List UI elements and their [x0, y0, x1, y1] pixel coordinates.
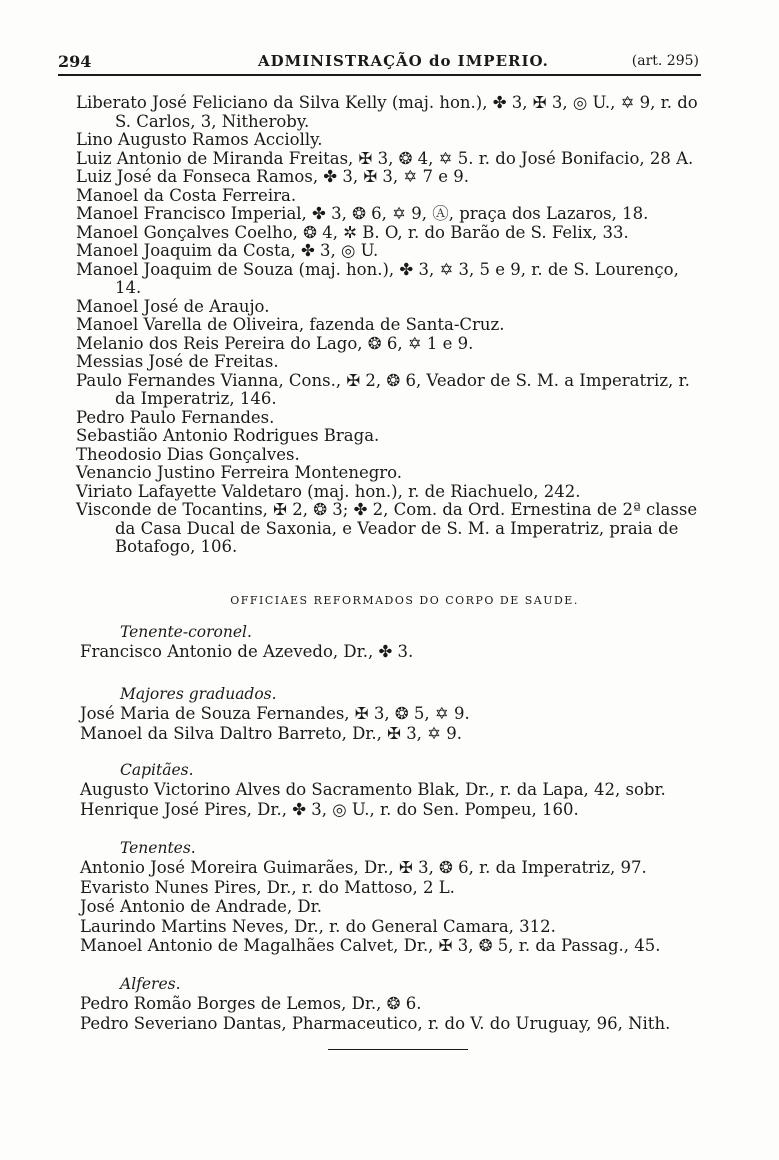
page-header: [58, 48, 701, 76]
list-item: José Maria de Souza Fernandes, ✠ 3, ❂ 5, ✡ 9.: [80, 704, 470, 723]
list-item: Augusto Victorino Alves do Sacramento Blak, Dr., r. da Lapa, 42, sobr.: [80, 780, 666, 799]
list-item: Theodosio Dias Gonçalves.: [76, 444, 300, 464]
rank-title: Tenentes.: [120, 839, 196, 857]
rank-title: Majores graduados.: [120, 685, 277, 703]
rank-title: Capitães.: [120, 761, 194, 779]
list-item: Luiz Antonio de Miranda Freitas, ✠ 3, ❂ 4, ✡ 5. r. do José Bonifacio, 28 A.: [76, 148, 694, 168]
list-item: Pedro Severiano Dantas, Pharmaceutico, r. do V. do Uruguay, 96, Nith.: [80, 1013, 671, 1033]
list-item: Sebastião Antonio Rodrigues Braga.: [76, 426, 380, 445]
list-item: Luiz José da Fonseca Ramos, ✤ 3, ✠ 3, ✡ 7 e 9.: [76, 167, 469, 186]
list-item: Lino Augusto Ramos Acciolly.: [76, 130, 323, 149]
list-item: Messias José de Freitas.: [76, 352, 279, 371]
list-item: Laurindo Martins Neves, Dr., r. do General Camara, 312.: [80, 916, 556, 936]
list-item: Manoel Varella de Oliveira, fazenda de Santa-Cruz.: [76, 315, 505, 334]
list-item: Liberato José Feliciano da Silva Kelly (maj. hon.), ✤ 3, ✠ 3, ◎ U., ✡ 9, r. do S. Carlos, 3, Nitheroby.: [76, 93, 698, 131]
list-item: Francisco Antonio de Azevedo, Dr., ✤ 3.: [80, 642, 414, 661]
list-item: Paulo Fernandes Vianna, Cons., ✠ 2, ❂ 6, Veador de S. M. a Imperatriz, r. da Imperatriz, 146.: [76, 370, 690, 408]
section-heading: OFFICIAES REFORMADOS DO CORPO DE SAUDE.: [230, 594, 579, 607]
list-item: Manoel Gonçalves Coelho, ❂ 4, ✲ B. O, r. do Barão de S. Felix, 33.: [76, 222, 629, 242]
page-number: 294: [58, 52, 92, 71]
rank-section-tenente-coronel: [80, 622, 710, 662]
rank-title: Tenente-coronel.: [120, 623, 252, 641]
list-item: Manoel José de Araujo.: [76, 296, 270, 316]
name-list: [76, 94, 702, 557]
rank-section-tenentes: [80, 838, 710, 956]
list-item: Henrique José Pires, Dr., ✤ 3, ◎ U., r. do Sen. Pompeu, 160.: [80, 799, 579, 819]
list-item: Manoel da Silva Daltro Barreto, Dr., ✠ 3, ✡ 9.: [80, 723, 462, 743]
list-item: Venancio Justino Ferreira Montenegro.: [76, 463, 403, 482]
list-item: Manoel Antonio de Magalhães Calvet, Dr., ✠ 3, ❂ 5, r. da Passag., 45.: [80, 936, 661, 955]
list-item: Manoel Joaquim de Souza (maj. hon.), ✤ 3, ✡ 3, 5 e 9, r. de S. Lourenço, 14.: [76, 259, 679, 297]
list-item: Manoel Joaquim da Costa, ✤ 3, ◎ U.: [76, 241, 379, 260]
list-item: Visconde de Tocantins, ✠ 2, ❂ 3; ✤ 2, Com. da Ord. Ernestina de 2ª classe da Casa Ducal de Saxonia, e Veador de S. M. a Imperatriz, praia de Botafogo, 106.: [76, 500, 698, 556]
list-item: Antonio José Moreira Guimarães, Dr., ✠ 3, ❂ 6, r. da Imperatriz, 97.: [80, 858, 647, 877]
list-item: Pedro Paulo Fernandes.: [76, 407, 275, 427]
list-item: José Antonio de Andrade, Dr.: [80, 897, 322, 916]
list-item: Pedro Romão Borges de Lemos, Dr., ❂ 6.: [80, 994, 422, 1013]
closing-rule: [328, 1049, 468, 1050]
rank-title: Alferes.: [120, 975, 181, 993]
rank-section-majores: [80, 684, 710, 743]
rank-section-alferes: [80, 974, 710, 1033]
list-item: Evaristo Nunes Pires, Dr., r. do Mattoso, 2 L.: [80, 877, 455, 897]
list-item: Melanio dos Reis Pereira do Lago, ❂ 6, ✡ 1 e 9.: [76, 333, 474, 353]
list-item: Manoel Francisco Imperial, ✤ 3, ❂ 6, ✡ 9, Ⓐ, praça dos Lazaros, 18.: [76, 204, 649, 223]
list-item: Viriato Lafayette Valdetaro (maj. hon.), r. de Riachuelo, 242.: [76, 481, 581, 501]
article-reference: (art. 295): [631, 53, 699, 69]
list-item: Manoel da Costa Ferreira.: [76, 185, 297, 205]
running-title: ADMINISTRAÇÃO do IMPERIO.: [258, 52, 549, 70]
rank-section-capitaes: [80, 760, 710, 819]
